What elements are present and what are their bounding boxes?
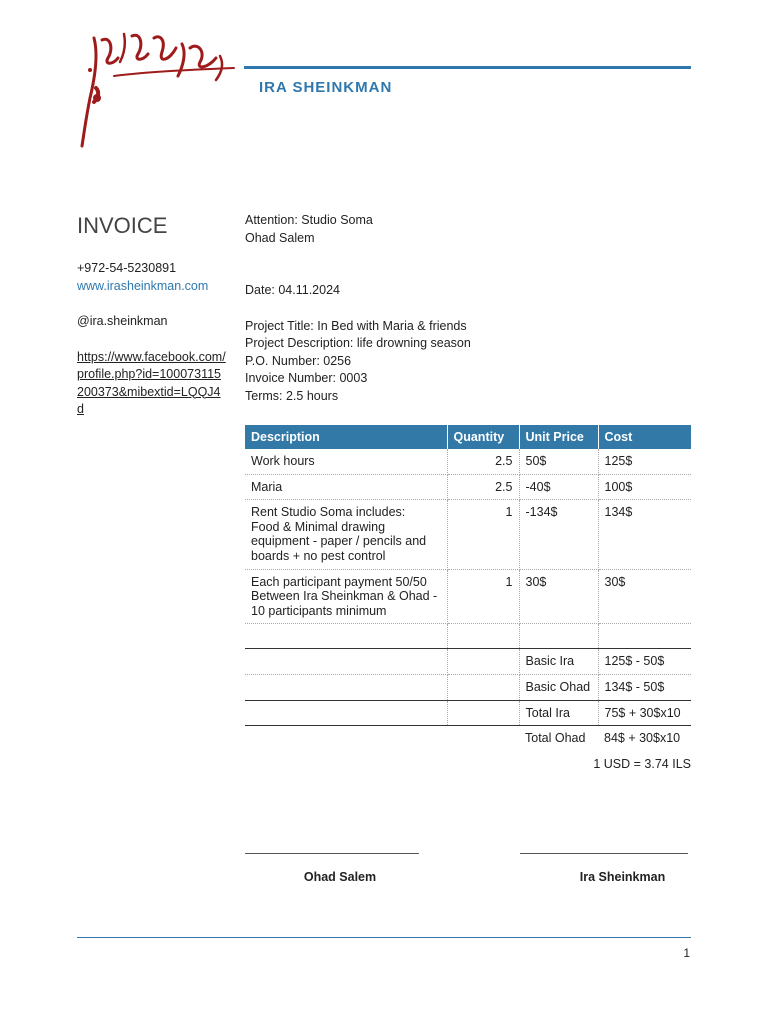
summary-row [245,674,691,700]
row-quantity: 2.5 [447,474,519,500]
contact-name: Ohad Salem [245,230,315,245]
facebook-link[interactable]: https://www.facebook.com/profile.php?id=100073115200373&mibextid=LQQJ4d [77,349,226,416]
instagram-handle: @ira.sheinkman [77,314,168,328]
row-quantity: 1 [447,569,519,624]
summary-label: Basic Ohad [519,674,598,700]
po-number: P.O. Number: 0256 [245,353,352,368]
header-quantity: Quantity [447,425,519,449]
summary-value: 125$ - 50$ [598,649,691,675]
table-row [245,474,691,500]
phone-number: +972-54-5230891 [77,261,177,275]
row-unit-price: -134$ [519,500,598,569]
row-cost: 100$ [598,474,691,500]
header-rule [244,66,691,69]
header-unit-price: Unit Price [519,425,598,449]
row-unit-price: 50$ [519,449,598,474]
attention-line: Attention: Studio Soma [245,213,373,227]
table-header-row [245,425,691,449]
terms: Terms: 2.5 hours [245,388,339,403]
row-description: Work hours [245,449,447,474]
row-quantity: 2.5 [447,449,519,474]
signature-line-left [245,853,419,854]
brand-name: IRA SHEINKMAN [259,79,393,96]
signature-logo [74,18,244,153]
table-row [245,624,691,649]
summary-row [245,726,691,751]
signature-line-right [520,853,688,854]
row-description: Each participant payment 50/50 Between Ira Sheinkman & Ohad - 10 participants minimum [245,569,447,624]
row-description: Rent Studio Soma includes: Food & Minimal drawing equipment - paper / pencils and boards + no pest control [245,500,447,569]
table-row [245,449,691,474]
header-description: Description [245,425,447,449]
website-link[interactable]: www.irasheinkman.com [77,278,209,293]
row-unit-price: -40$ [519,474,598,500]
footer-rule [77,937,691,938]
summary-value: 75$ + 30$x10 [598,700,691,726]
table-row [245,569,691,624]
invoice-details [245,212,691,406]
summary-value: 84$ + 30$x10 [604,731,681,746]
project-description: Project Description: life drowning season [245,336,471,351]
invoice-table [245,425,691,751]
page-number: 1 [683,946,690,960]
exchange-rate: 1 USD = 3.74 ILS [593,757,691,771]
project-title: Project Title: In Bed with Maria & friends [245,318,467,333]
invoice-title: INVOICE [77,213,168,238]
summary-row [245,700,691,726]
row-description: Maria [245,474,447,500]
row-quantity: 1 [447,500,519,569]
summary-value: 134$ - 50$ [598,674,691,700]
row-cost: 30$ [598,569,691,624]
row-cost: 134$ [598,500,691,569]
invoice-number: Invoice Number: 0003 [245,371,368,386]
summary-label: Total Ohad [525,731,586,746]
row-unit-price: 30$ [519,569,598,624]
summary-label: Basic Ira [519,649,598,675]
summary-row [245,649,691,675]
contact-column [77,212,237,419]
table-row [245,500,691,569]
header-cost: Cost [598,425,691,449]
row-cost: 125$ [598,449,691,474]
signature-name-left: Ohad Salem [303,870,377,884]
signature-name-right: Ira Sheinkman [579,870,666,884]
invoice-date: Date: 04.11.2024 [245,283,340,298]
summary-label: Total Ira [519,700,598,726]
